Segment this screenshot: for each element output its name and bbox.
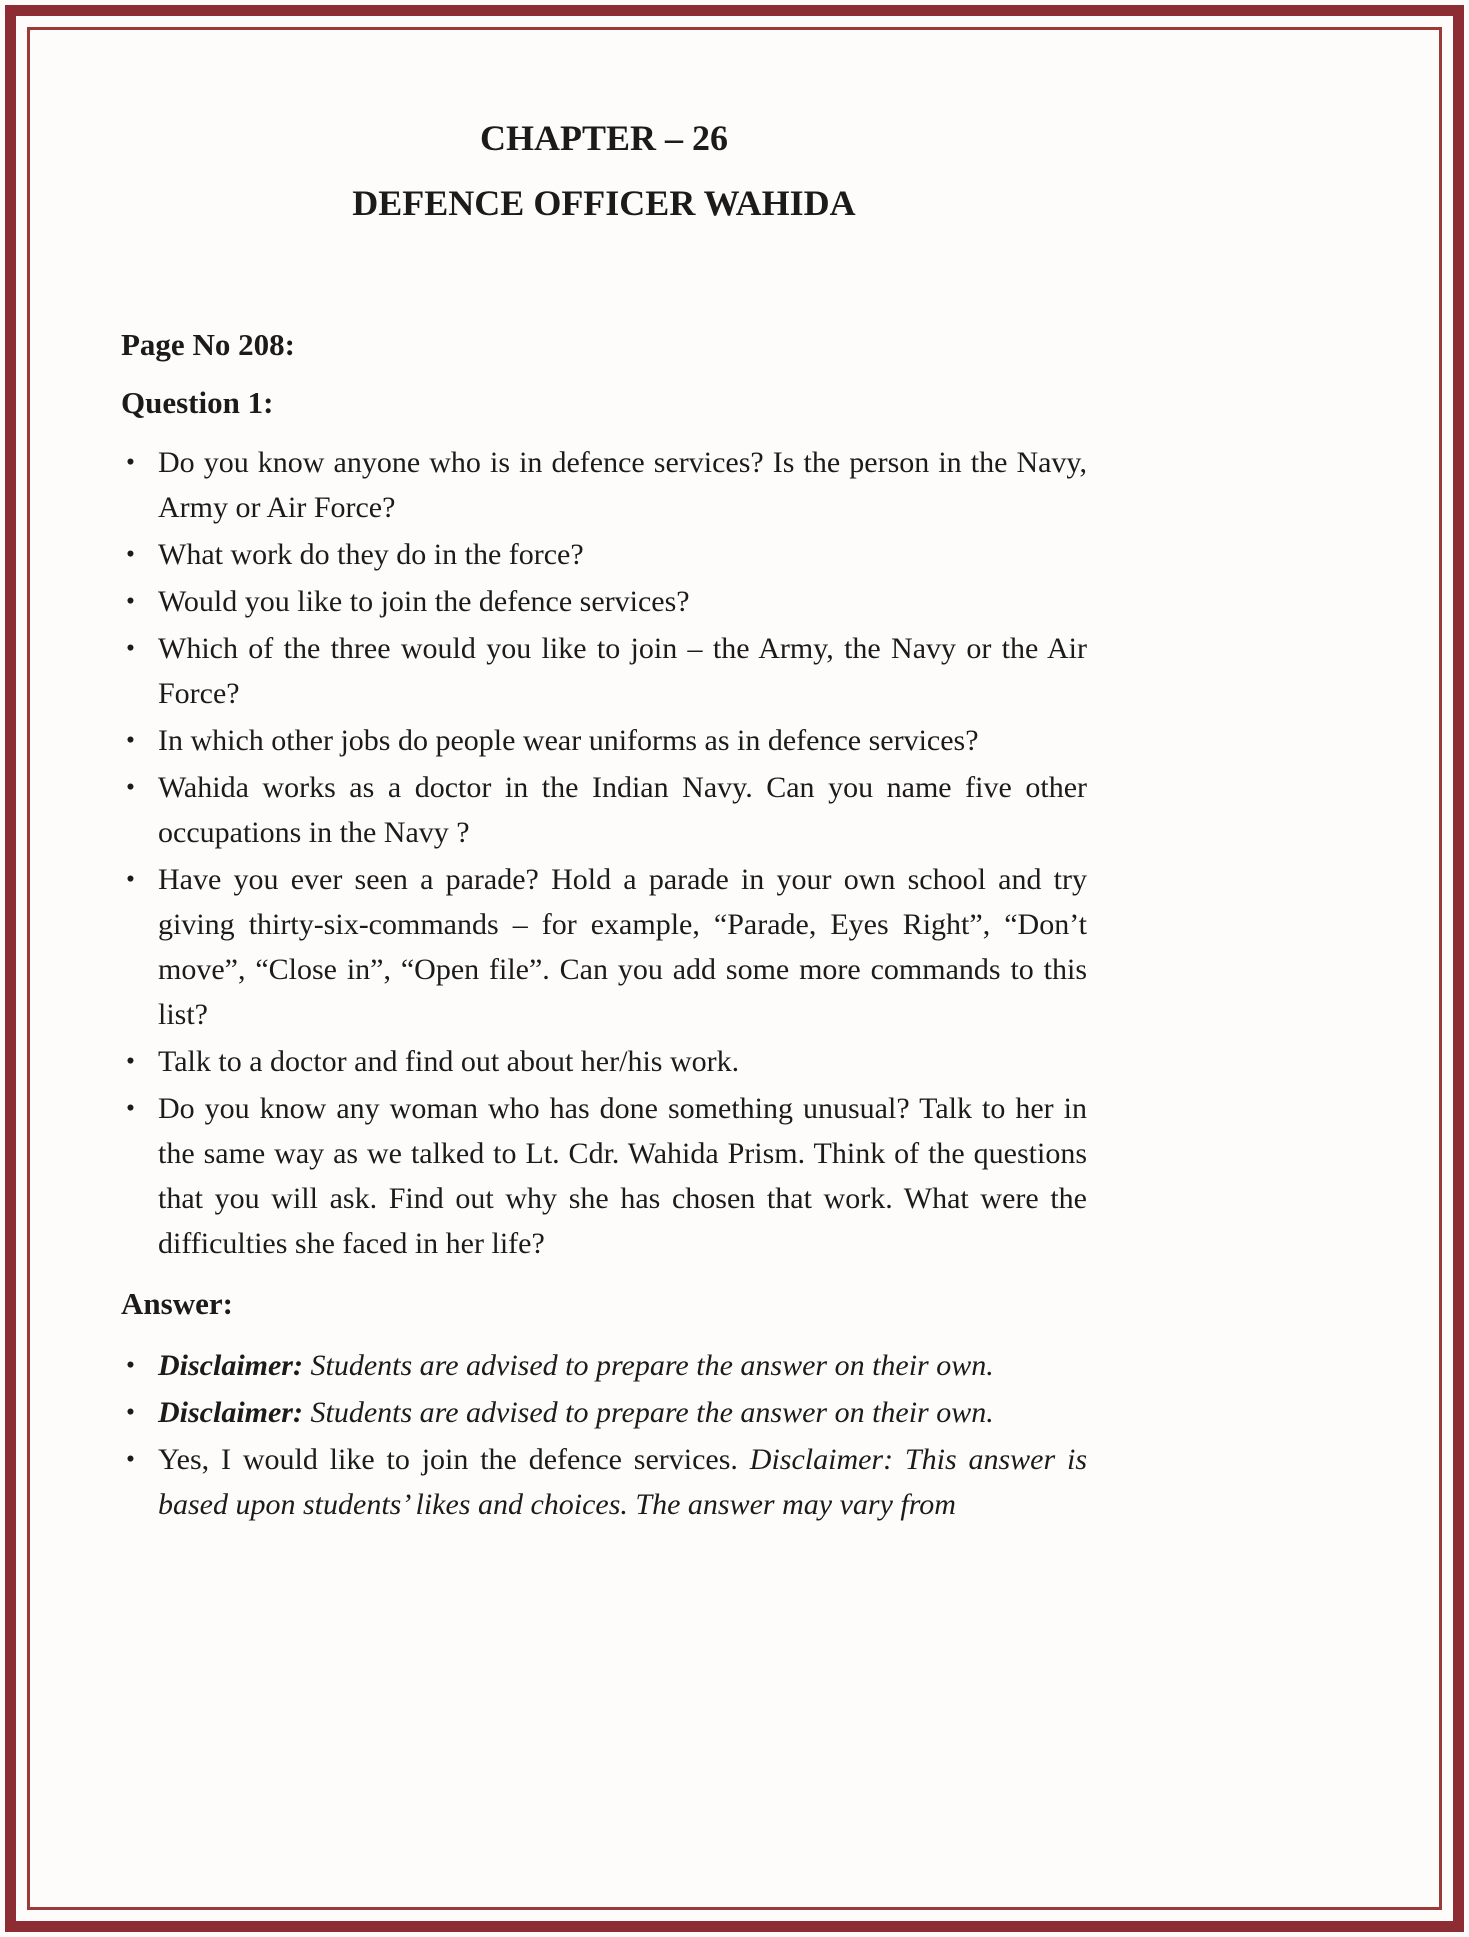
answer-bullet xyxy=(121,1343,1087,1388)
question-bullet: • Would you like to join the defence services? xyxy=(121,579,1087,624)
answer-bullet xyxy=(121,1390,1087,1435)
question-bullet: • What work do they do in the force? xyxy=(121,532,1087,577)
page-no-heading: Page No 208: xyxy=(121,327,295,363)
question-bullet: • Do you know anyone who is in defence services? Is the person in the Navy, Army or Air Force? xyxy=(121,440,1087,530)
page-content xyxy=(30,30,1439,1907)
answer-heading: Answer: xyxy=(121,1285,233,1321)
question-heading: Question 1: xyxy=(121,384,274,420)
disclaimer-text: Disclaimer: This answer is based upon students’ likes and choices. The answer may vary from xyxy=(158,1443,1088,1522)
question-list xyxy=(121,440,1087,1266)
disclaimer-text: Students are advised to prepare the answer on their own. xyxy=(302,1349,994,1383)
question-bullet: • Wahida works as a doctor in the Indian Navy. Can you name five other occupations in the Navy ? xyxy=(121,765,1087,855)
question-bullet: • Have you ever seen a parade? Hold a parade in your own school and try giving thirty-six-commands – for example, “Parade, Eyes Right”, “Don’t move”, “Close in”, “Open file”. Can you add some more commands to this list? xyxy=(121,857,1087,1037)
chapter-subtitle: DEFENCE OFFICER WAHIDA xyxy=(352,182,856,223)
question-bullet: • Talk to a doctor and find out about her/his work. xyxy=(121,1039,1087,1084)
chapter-title: CHAPTER – 26 xyxy=(479,118,728,158)
question-bullet: • Do you know any woman who has done something unusual? Talk to her in the same way as we talked to Lt. Cdr. Wahida Prism. Think of the questions that you will ask. Find out why she has chosen that work. What were the difficulties she faced in her life? xyxy=(121,1086,1087,1266)
disclaimer-text: Students are advised to prepare the answer on their own. xyxy=(302,1396,994,1430)
answer-list xyxy=(121,1343,1087,1527)
disclaimer-label: Disclaimer: xyxy=(158,1349,303,1383)
answer-text: Yes, I would like to join the defence services. xyxy=(158,1443,750,1477)
question-bullet: • Which of the three would you like to join – the Army, the Navy or the Air Force? xyxy=(121,626,1087,716)
question-bullet: • In which other jobs do people wear uniforms as in defence services? xyxy=(121,718,1087,763)
answer-bullet xyxy=(121,1437,1087,1527)
disclaimer-label: Disclaimer: xyxy=(158,1396,303,1430)
